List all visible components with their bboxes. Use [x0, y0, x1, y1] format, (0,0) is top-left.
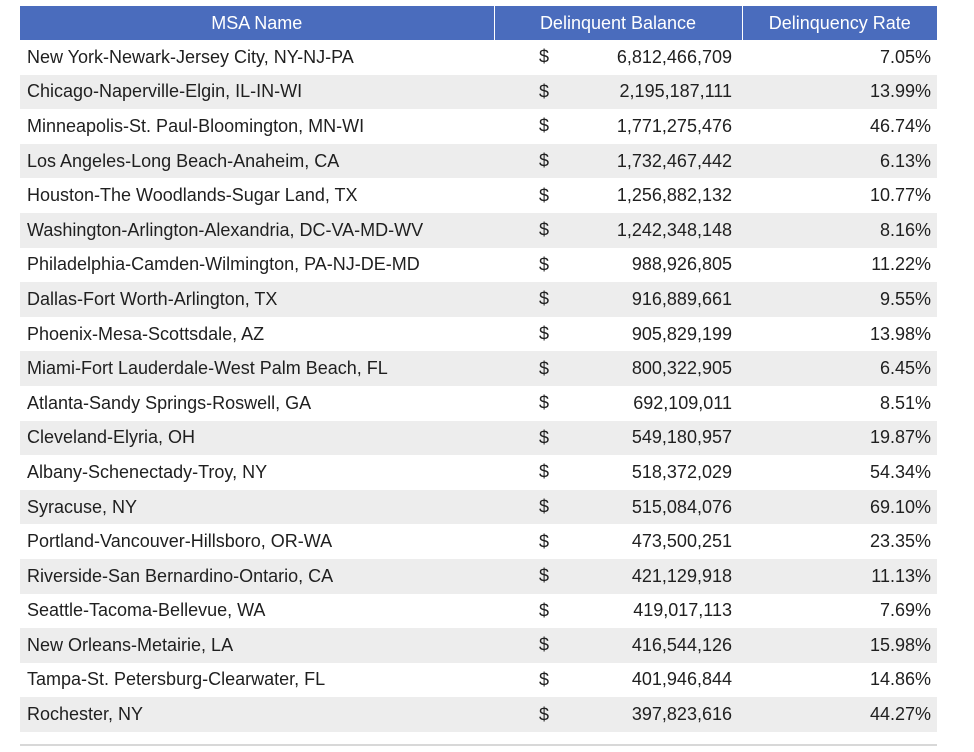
delinquency-rate-cell: 13.98%	[869, 323, 931, 344]
table-row	[20, 109, 937, 144]
balance-amount: 549,180,957	[631, 427, 732, 448]
table-row	[20, 282, 937, 317]
balance-amount: 692,109,011	[633, 392, 732, 413]
balance-amount: 419,017,113	[633, 600, 732, 621]
delinquency-rate-cell: 8.16%	[879, 219, 931, 240]
msa-name-cell: Minneapolis-St. Paul-Bloomington, MN-WI	[27, 115, 365, 136]
delinquency-rate-cell: 46.74%	[869, 115, 931, 136]
msa-name-cell: Los Angeles-Long Beach-Anaheim, CA	[27, 150, 340, 171]
table-row	[20, 248, 937, 283]
balance-amount: 518,372,029	[631, 461, 732, 482]
delinquency-rate-cell: 14.86%	[869, 669, 931, 690]
table-row	[20, 178, 937, 213]
delinquency-rate-cell: 15.98%	[869, 634, 931, 655]
currency-symbol: $	[539, 427, 550, 448]
msa-name-cell: Chicago-Naperville-Elgin, IL-IN-WI	[27, 81, 303, 102]
delinquency-rate-cell: 6.45%	[879, 358, 931, 379]
msa-name-cell: Rochester, NY	[27, 704, 144, 725]
currency-symbol: $	[539, 219, 550, 240]
delinquent-balance-cell	[494, 455, 742, 490]
balance-amount: 1,256,882,132	[616, 185, 732, 206]
table-row	[20, 628, 937, 663]
msa-name-cell: Washington-Arlington-Alexandria, DC-VA-MD-WV	[27, 219, 424, 240]
currency-symbol: $	[539, 634, 550, 655]
msa-name-cell: Miami-Fort Lauderdale-West Palm Beach, FL	[27, 358, 388, 379]
balance-amount: 916,889,661	[631, 288, 732, 309]
msa-name-cell: Atlanta-Sandy Springs-Roswell, GA	[27, 392, 312, 413]
header-delinquency-rate: Delinquency Rate	[742, 6, 937, 40]
balance-amount: 515,084,076	[631, 496, 732, 517]
table-row	[20, 75, 937, 110]
currency-symbol: $	[539, 46, 550, 67]
delinquent-balance-cell	[494, 109, 742, 144]
balance-amount: 988,926,805	[631, 254, 732, 275]
currency-symbol: $	[539, 358, 550, 379]
msa-name-cell: Philadelphia-Camden-Wilmington, PA-NJ-DE-MD	[27, 254, 420, 275]
balance-amount: 401,946,844	[631, 669, 732, 690]
table-row	[20, 455, 937, 490]
delinquent-balance-cell	[494, 490, 742, 525]
table-row	[20, 490, 937, 525]
currency-symbol: $	[539, 496, 550, 517]
delinquent-balance-cell	[494, 144, 742, 179]
table-row	[20, 351, 937, 386]
currency-symbol: $	[539, 669, 550, 690]
balance-amount: 421,129,918	[631, 565, 732, 586]
delinquent-balance-cell	[494, 178, 742, 213]
currency-symbol: $	[539, 531, 550, 552]
table-row	[20, 40, 937, 75]
delinquency-rate-cell: 54.34%	[869, 461, 931, 482]
table-row	[20, 524, 937, 559]
balance-amount: 800,322,905	[631, 358, 732, 379]
delinquency-rate-cell: 7.05%	[879, 46, 931, 67]
currency-symbol: $	[539, 323, 550, 344]
table-row	[20, 144, 937, 179]
table-row	[20, 663, 937, 698]
delinquency-rate-cell: 8.51%	[879, 392, 931, 413]
delinquency-rate-cell: 19.87%	[869, 427, 931, 448]
delinquency-rate-cell: 13.99%	[869, 81, 931, 102]
delinquency-rate-cell: 9.55%	[879, 288, 931, 309]
msa-name-cell: New York-Newark-Jersey City, NY-NJ-PA	[27, 46, 354, 67]
delinquency-table-container	[20, 6, 937, 732]
delinquent-balance-cell	[494, 524, 742, 559]
balance-amount: 397,823,616	[631, 704, 732, 725]
currency-symbol: $	[539, 565, 550, 586]
delinquency-table	[20, 6, 937, 732]
msa-name-cell: Cleveland-Elyria, OH	[27, 427, 196, 448]
table-bottom-rule	[20, 744, 937, 746]
balance-amount: 1,771,275,476	[616, 115, 732, 136]
delinquent-balance-cell	[494, 75, 742, 110]
table-row	[20, 386, 937, 421]
delinquency-rate-cell: 11.22%	[871, 254, 931, 275]
currency-symbol: $	[539, 392, 550, 413]
table-body	[20, 40, 937, 732]
header-msa-name: MSA Name	[20, 6, 494, 40]
msa-name-cell: Phoenix-Mesa-Scottsdale, AZ	[27, 323, 265, 344]
delinquent-balance-cell	[494, 697, 742, 732]
table-row	[20, 421, 937, 456]
delinquency-rate-cell: 11.13%	[871, 565, 931, 586]
delinquent-balance-cell	[494, 559, 742, 594]
delinquent-balance-cell	[494, 317, 742, 352]
balance-amount: 6,812,466,709	[616, 46, 732, 67]
delinquent-balance-cell	[494, 282, 742, 317]
delinquent-balance-cell	[494, 421, 742, 456]
delinquent-balance-cell	[494, 663, 742, 698]
balance-amount: 473,500,251	[631, 531, 732, 552]
currency-symbol: $	[539, 600, 550, 621]
delinquency-rate-cell: 6.13%	[879, 150, 931, 171]
currency-symbol: $	[539, 150, 550, 171]
delinquency-rate-cell: 69.10%	[869, 496, 931, 517]
msa-name-cell: Dallas-Fort Worth-Arlington, TX	[27, 288, 278, 309]
delinquent-balance-cell	[494, 40, 742, 75]
msa-name-cell: Syracuse, NY	[27, 496, 138, 517]
header-delinquent-balance: Delinquent Balance	[494, 6, 742, 40]
table-row	[20, 594, 937, 629]
delinquent-balance-cell	[494, 213, 742, 248]
table-row	[20, 559, 937, 594]
delinquency-rate-cell: 44.27%	[869, 704, 931, 725]
currency-symbol: $	[539, 81, 550, 102]
currency-symbol: $	[539, 254, 550, 275]
table-row	[20, 317, 937, 352]
msa-name-cell: New Orleans-Metairie, LA	[27, 634, 234, 655]
balance-amount: 416,544,126	[631, 634, 732, 655]
msa-name-cell: Riverside-San Bernardino-Ontario, CA	[27, 565, 334, 586]
balance-amount: 1,732,467,442	[616, 150, 732, 171]
currency-symbol: $	[539, 704, 550, 725]
delinquency-rate-cell: 10.77%	[869, 185, 931, 206]
table-row	[20, 697, 937, 732]
currency-symbol: $	[539, 185, 550, 206]
table-row	[20, 213, 937, 248]
currency-symbol: $	[539, 461, 550, 482]
delinquent-balance-cell	[494, 386, 742, 421]
delinquency-rate-cell: 7.69%	[879, 600, 931, 621]
balance-amount: 905,829,199	[631, 323, 732, 344]
balance-amount: 2,195,187,111	[619, 81, 732, 102]
delinquent-balance-cell	[494, 628, 742, 663]
msa-name-cell: Houston-The Woodlands-Sugar Land, TX	[27, 185, 358, 206]
delinquent-balance-cell	[494, 351, 742, 386]
msa-name-cell: Tampa-St. Petersburg-Clearwater, FL	[27, 669, 326, 690]
delinquent-balance-cell	[494, 594, 742, 629]
msa-name-cell: Portland-Vancouver-Hillsboro, OR-WA	[27, 531, 333, 552]
balance-amount: 1,242,348,148	[616, 219, 732, 240]
msa-name-cell: Seattle-Tacoma-Bellevue, WA	[27, 600, 266, 621]
msa-name-cell: Albany-Schenectady-Troy, NY	[27, 461, 268, 482]
table-header-row	[20, 6, 937, 40]
currency-symbol: $	[539, 115, 550, 136]
currency-symbol: $	[539, 288, 550, 309]
delinquency-rate-cell: 23.35%	[869, 531, 931, 552]
delinquent-balance-cell	[494, 248, 742, 283]
